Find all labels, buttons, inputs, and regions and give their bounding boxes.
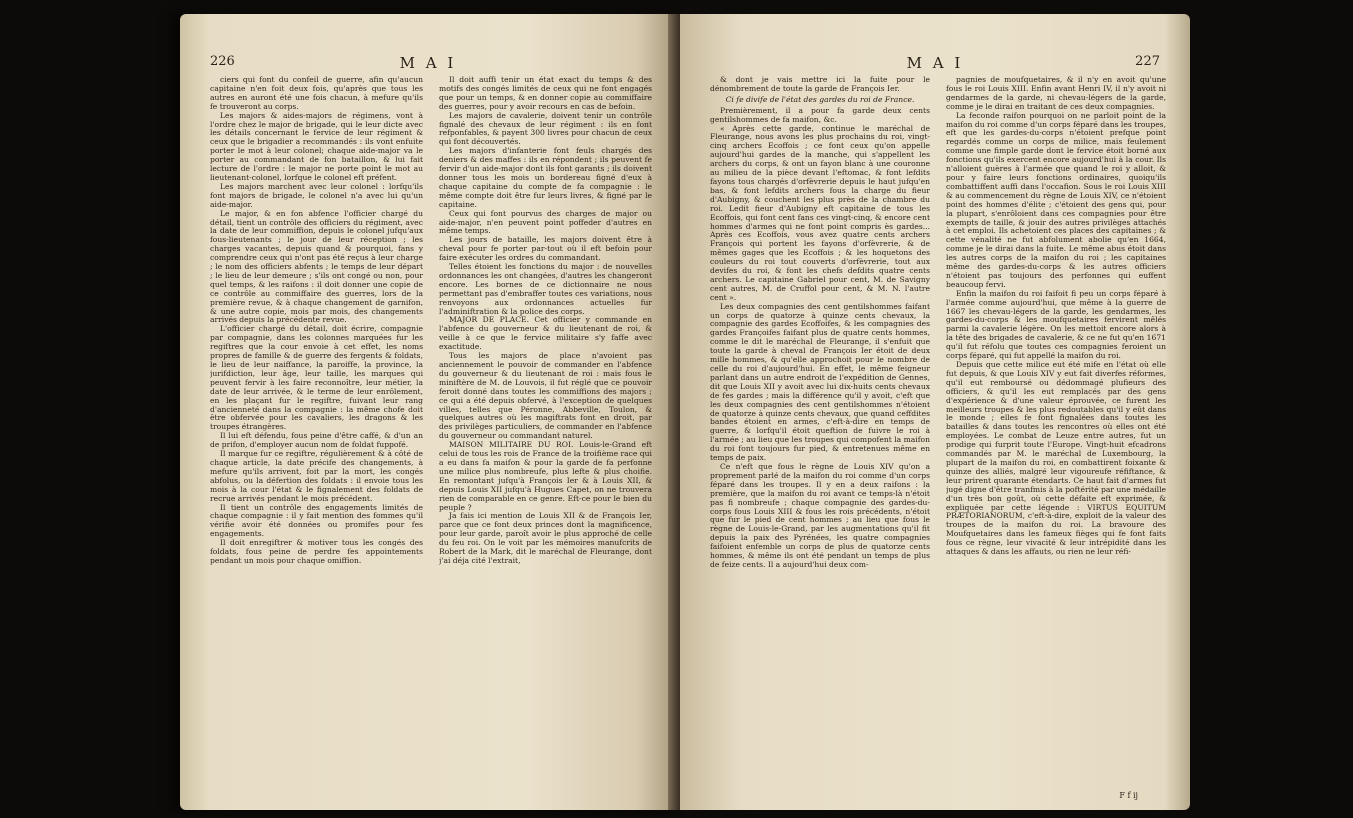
paragraph: pagnies de moufquetaires, & il n'y en avoit qu'une fous le roi Louis XIII. Enfin avant Henri IV, il n'y avoit ni gendarmes de la garde, ni chevau-légers de la garde, comme je le dirai en traitant de ces deux compagnies. (946, 76, 1166, 111)
right-page-number: 227 (1135, 54, 1160, 69)
paragraph: MAISON MILITAIRE DU ROI. Louis-le-Grand eft celui de tous les rois de France de la troifième race qui a eu dans fa maifon & pour la garde de fa perfonne une milice plus nombreufe, plus lefte & plus choifie. En remontant jufqu'à François Ier & à Louis XII, & depuis Louis XII jufqu'à Hugues Capet, on ne trouvera rien de comparable en ce genre. Eft-ce pour le bien du peuple ? (439, 440, 652, 512)
left-running-title: M A I (399, 54, 457, 72)
paragraph: Les majors & aides-majors de régimens, vont à l'ordre chez le major de brigade, qui le leur dicte avec les détails concernant le fervice de leur régiment & ceux que le brigadier a recommandés : ils vont enfuite porter le mot à leur colonel; chaque aide-major va le porter au commandant de fon bataillon, & lui fait lecture de l'ordre : le major ne porte point le mot au lieutenant-colonel, lorfque le colonel eft préfent. (210, 110, 423, 182)
paragraph: La feconde raifon pourquoi on ne parloit point de la maifon du roi comme d'un corps féparé dans les troupes, eft que les gardes-du-corps n'étoient prefque point regardés comme un corps de milice, mais feulement comme une fimple garde dont le fervice étoit borné aux fonctions qu'ils exercent encore aujourd'hui à la cour. Ils n'alloient guères à l'armée que quand le roi y alloit, & pour y faire leurs fonctions ordinaires, quoiqu'ils combattiffent auffi dans l'occafion. Sous le roi Louis XIII & au commencement du règne de Louis XIV, ce n'étoient point des hommes d'élite ; c'étoient des gens qui, pour la plupart, s'enrôloient dans ces compagnies pour être exempts de taille, & jouir des autres privilèges attachés à cet emploi. Ils achetoient ces places des capitaines ; & cette vénalité ne fut abfolument abolie qu'en 1664, comme je le dirai dans la fuite. Le même abus étoit dans les autres corps de la maifon du roi ; les capitaines même des gardes-du-corps & les autres officiers n'étoient pas toujours des perfonnes qui euffent beaucoup fervi. (946, 110, 1166, 289)
right-columns (710, 76, 1166, 790)
paragraph: Ceux qui font pourvus des charges de major ou aide-major, n'en peuvent point poffeder d'autres en même temps. (439, 208, 652, 236)
paragraph: & dont je vais mettre ici la fuite pour le dénombrement de toute la garde de François Ier. (710, 76, 930, 93)
paragraph: Les majors marchent avec leur colonel : lorfqu'ils font majors de brigade, le colonel n'a avec lui qu'un aide-major. (210, 181, 423, 209)
right-page (680, 14, 1190, 810)
paragraph: Tous les majors de place n'avoient pas anciennement le pouvoir de commander en l'abfence du gouverneur & du lieutenant de roi : mais fous le miniftère de M. de Louvois, il fut réglé que ce pouvoir feroit donné dans toutes les commiffions des majors ; ce qui a été depuis obfervé, à l'exception de quelques villes, telles que Péronne, Abbeville, Toulon, & quelques autres où les magiftrats font en droit, par des privilèges particuliers, de commander en l'abfence du gouverneur ou commandant naturel. (439, 351, 652, 441)
paragraph: Le major, & en fon abfence l'officier chargé du détail, tient un contrôle des officiers du régiment, avec la date de leur commiffion, depuis le colonel jufqu'aux fous-lieutenants ; le jour de leur réception ; les charges vacantes, depuis quand & pourquoi, fans y comprendre ceux qui n'ont pas été reçus à leur charge ; le nom des officiers abfents ; le temps de leur départ ; le lieu de leur demeure ; s'ils ont congé ou non, pour quel temps, & les raifons : il doit donner une copie de ce contrôle au commiffaire des guerres, lors de la première revue, & à chaque changement de garnifon, & une autre copie, mois par mois, des changements arrivés depuis la précédente revue. (210, 208, 423, 325)
right-column-1 (710, 76, 930, 790)
paragraph: MAJOR DE PLACE. Cet officier y commande en l'abfence du gouverneur & du lieutenant de roi, & veille à ce que le fervice militaire s'y faffe avec exactitude. (439, 315, 652, 352)
paragraph: Les deux compagnies des cent gentilshommes faifant un corps de quatorze à quinze cents chevaux, la compagnie des gardes Ecoffoifes, & les compagnies des gardes Françoifes faifant plus de quatre cents hommes, comme le dit le maréchal de Fleurange, il s'enfuit que toute la garde à cheval de François Ier étoit de deux mille hommes, & qu'elle approchoit pour le nombre de celle du roi d'aujourd'hui. En effet, le même feigneur parlant dans un autre endroit de l'expédition de Gennes, dit que Louis XII y avoit avec lui dix-huits cents chevaux de fes gardes ; mais la différence qu'il y avoit, c'eft que les deux compagnies des cent gentilshommes n'étoient de quatorze à quinze cents chevaux, que quand ceffdites bandes étoient en armes, c'eft-à-dire en temps de guerre, & lorfqu'il étoit queftion de fuivre le roi à l'armée ; au lieu que les troupes qui compofent la maifon du roi font toujours fur pied, & entretenues même en temps de paix. (710, 301, 930, 463)
left-column-1 (210, 76, 423, 790)
paragraph: Il lui eft défendu, fous peine d'être caffé, & d'un an de prifon, d'employer aucun nom de foldat fuppofé. (210, 431, 423, 450)
right-running-head (710, 54, 1160, 74)
paragraph: Les jours de bataille, les majors doivent être à cheval pour fe porter par-tout où il eft befoin pour faire exécuter les ordres du commandant. (439, 235, 652, 263)
open-book (180, 14, 1190, 810)
paragraph: Ja fais ici mention de Louis XII & de François Ier, parce que ce font deux princes dont la magnificence, pour leur garde, paroît avoir le plus approché de celle du feu roi. On le voit par les mémoires manufcrits de Robert de la Mark, dit le maréchal de Fleurange, dont j'ai déja cité l'extrait, (439, 511, 652, 565)
paragraph: Il doit enregiftrer & motiver tous les congés des foldats, fous peine de perdre fes appointements pendant un mois pour chaque omiffion. (210, 538, 423, 565)
paragraph: Premièrement, il a pour fa garde deux cents gentilshommes de fa maifon, &c. (710, 105, 930, 124)
left-column-2 (439, 76, 652, 790)
left-running-head (210, 54, 646, 74)
left-page-number: 226 (210, 54, 235, 69)
paragraph: Depuis que cette milice eut été mife en l'état où elle fut depuis, & que Louis XIV y eut fait diverfes réformes, qu'il eut remboursé ou dédommagé plufieurs des officiers, & qu'il les eut remplacés par des gens d'expérience & d'une valeur éprouvée, ce furent les meilleurs troupes & les plus redoutables qu'il y eût dans le monde ; elles fe font fignalées dans toutes les batailles & dans toutes les rencontres où elles ont été employées. Le combat de Leuze entre autres, fut un prodige qui furprit toute l'Europe. Vingt-huit efcadrons commandés par M. le maréchal de Luxembourg, la plupart de la maifon du roi, en combattirent foixante & quinze des alliés, malgré leur vigoureufe réfiftance, & leur prirent quarante étendarts. Ce haut fait d'armes fut jugé digne d'être tranfmis à la poftérité par une médaille d'un très bon goût, où cette défaite eft exprimée, & expliquée par cette légende : VIRTUS EQUITUM PRÆTORIANORUM, c'eft-à-dire, exploit de la valeur des troupes de la maifon du roi. La bravoure des Moufquetaires dans les fameux fièges qui fe font faits fous ce règne, leur vivacité & leur intrépidité dans les attaques & dans les affauts, ou rien ne leur réfi- (946, 360, 1166, 557)
left-columns (210, 76, 652, 790)
paragraph: Il marque fur ce regiftre, régulièrement & à côté de chaque article, la date précife des changements, à mefure qu'ils arrivent, foit par la mort, les congés abfolus, ou la défertion des foldats : il envoie tous les mois à la cour l'état & le fignalement des foldats de recrue arrivés pendant le mois précédent. (210, 449, 423, 503)
paragraph: Il doit auffi tenir un état exact du temps & des motifs des congés limités de ceux qui ne font engagés que pour un temps, & en donner copie au commiffaire des guerres, pour y avoir recours en cas de befoin. (439, 76, 652, 111)
paragraph: Ci fe divife de l'état des gardes du roi de France. (725, 94, 915, 104)
paragraph: Les majors d'infanterie font feuls chargés des deniers & des maffes : ils en répondent ; ils peuvent fe fervir d'un aide-major dont ils font garants ; ils doivent donner tous les mois un bordereau figné d'eux à chaque capitaine du compte de fa compagnie : le même compte doit être fur leurs livres, & figné par le capitaine. (439, 146, 652, 209)
right-running-title: M A I (906, 54, 964, 72)
paragraph: Enfin la maifon du roi faifoit fi peu un corps féparé à l'armée comme aujourd'hui, que même à la guerre de 1667 les chevau-légers de la garde, les gendarmes, les gardes-du-corps & les moufquetaires fervirent mêlés parmi la cavalerie légère. On les mettoit encore alors à la tête des brigades de cavalerie, & ce ne fut qu'en 1671 qu'il fut réfolu que toutes ces compagnies feroient un corps féparé, qui fut appellé la maifon du roi. (946, 288, 1166, 361)
paragraph: « Après cette garde, continue le maréchal de Fleurange, nous avons les plus prochains du roi, vingt-cinq archers Ecoffois ; ce font ceux qu'on appelle aujourd'hui gardes de la manche, qui s'appellent les archers du corps, & ont un fayon blanc à une couronne au milieu de la pièce devant l'eftomac, & font lefdits fayons tous chargés d'orfèvrerie depuis le haut jufqu'en bas, & font lefdits archers fous la charge du fieur d'Aubigny, & couchent les plus près de la chambre du roi. Ledit fieur d'Aubigny eft capitaine de tous les Ecoffois, qui font cent fans ces vingt-cinq, & encore cent hommes d'armes qui ne font point compris ès gardes... Après ces Ecoffois, vous avez quatre cents archers François qui portent les fayons d'orfèvrerie, & de mêmes gages que les Ecoffois ; & les hoquetons des couleurs du roi tout couverts d'orfèvrerie, tout aux devifes du roi, & font les chefs defdits quatre cents archers. Le capitaine Gabriel pour cent, M. de Savigny cent autres, M. de Cruffol pour cent, & M. N. l'autre cent ». (710, 123, 930, 302)
paragraph: Telles étoient les fonctions du major : de nouvelles ordonnances les ont changées, d'autres les changeront encore. Les bornes de ce dictionnaire ne nous permettant pas d'embraffer toutes ces variations, nous renvoyons aux ordonnances actuelles fur l'adminiftration & la police des corps. (439, 262, 652, 316)
paragraph: Ce n'eft que fous le règne de Louis XIV qu'on a proprement parlé de la maifon du roi comme d'un corps féparé dans les troupes. Il y en a deux raifons : la première, que la maifon du roi avant ce temps-là n'étoit pas fi nombreufe ; chaque compagnie des gardes-du-corps fous Louis XIII & fous les rois précédents, n'étoit que fur le pied de cent hommes ; au lieu que fous le règne de Louis-le-Grand, par les augmentations qu'il fit depuis la paix des Pyrénées, les quatre compagnies faifoient enfemble un corps de plus de quatorze cents hommes, & même ils ont été pendant un temps de plus de feize cents. Il a aujourd'hui deux com- (710, 461, 930, 569)
paragraph: ciers qui font du confeil de guerre, afin qu'aucun capitaine n'en foit deux fois, qu'après que tous les autres en auront été une fois chacun, à mefure qu'ils fe trouveront au corps. (210, 76, 423, 111)
signature-mark: F f ij (1119, 791, 1138, 800)
right-column-2 (946, 76, 1166, 790)
left-page (180, 14, 676, 810)
paragraph: Les majors de cavalerie, doivent tenir un contrôle fignalé des chevaux de leur régiment : ils en font refponfables, & payent 300 livres pour chacun de ceux qui font découvertés. (439, 110, 652, 147)
paragraph: L'officier chargé du détail, doit écrire, compagnie par compagnie, dans les colonnes marquées fur les regiftres que la cour envoie à cet effet, les noms propres de famille & de guerre des fergents & foldats, le lieu de leur naiffance, la paroiffe, la province, la jurifdiction, leur âge, leur taille, les marques qui peuvent fervir à les faire reconnoître, leur métier, la date de leur arrivée, & le terme de leur enrôlement, en les plaçant fur le regiftre, fuivant leur rang d'ancienneté dans la compagnie : la même chofe doit être obfervée pour les cavaliers, les dragons & les troupes étrangères. (210, 324, 423, 432)
paragraph: Il tient un contrôle des engagements limités de chaque compagnie : il y fait mention des fommes qu'il vérifie avoir été données ou promifes pour fes engagements. (210, 502, 423, 539)
